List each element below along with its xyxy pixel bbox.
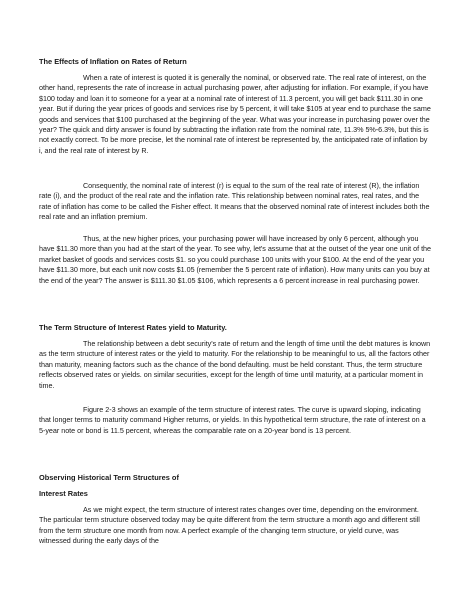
paragraph	[39, 405, 431, 436]
paragraph	[39, 181, 431, 223]
paragraph-text: The relationship between a debt security's rate of return and the length of time until the debt matures is known as the term structure of interest rates or the yield to maturity. For the relationship to be meaningful to us, all the factors other than maturity, meaning factors such as the chance of the bond defaulting. must be held constant. Thus, the term structure reflects observed rates or yields. on similar securities, except for the length of time until maturity, at a particular moment in time.	[39, 339, 431, 390]
section-inflation	[39, 57, 431, 67]
section-heading: The Effects of Inflation on Rates of Return	[39, 57, 187, 66]
paragraph	[39, 234, 431, 286]
section-heading: The Term Structure of Interest Rates yield to Maturity.	[39, 323, 227, 332]
paragraph	[39, 505, 431, 547]
section-term-structure	[39, 323, 431, 333]
paragraph	[39, 73, 431, 156]
paragraph-text: When a rate of interest is quoted it is generally the nominal, or observed rate. The real rate of interest, on the other hand, represents the rate of increase in actual purchasing power, after adjusting for inflation. For example, if you have $100 today and loan it to someone for a year at a nominal rate of interest of 11.3 percent, you will get back $111.30 in one year. But if during the year prices of goods and services rise by 5 percent, it will take $105 at year end to purchase the same goods and services that $100 purchased at the beginning of the year. What was your increase in purchasing power over the year? The quick and dirty answer is found by subtracting the inflation rate from the nominal rate, 11.3% 5%-6.3%, but this is not exactly correct. To be more precise, let the nominal rate of interest be represented by, the anticipated rate of inflation by i, and the real rate of interest by R.	[39, 73, 431, 155]
paragraph-text: Consequently, the nominal rate of interest (r) is equal to the sum of the real rate of interest (R), the inflation rate (i), and the product of the real rate and the inflation rate. This relationship between nominal rates, real rates, and the rate of inflation has come to be called the Fisher effect. It means that the observed nominal rate of interest includes both the real rate and an inflation premium.	[39, 181, 430, 222]
section-historical	[39, 473, 431, 483]
section-heading: Observing Historical Term Structures of	[39, 473, 179, 482]
paragraph	[39, 339, 431, 391]
section-subheading-wrap	[39, 489, 431, 499]
paragraph-text: Figure 2-3 shows an example of the term structure of interest rates. The curve is upward sloping, indicating that longer terms to maturity command Higher returns, or yields. In this hypothetical term structure, the rate of interest on a 5-year note or bond is 11.5 percent, whereas the comparable rate on a 20-year bond is 13 percent.	[39, 405, 426, 435]
paragraph-text: Thus, at the new higher prices, your purchasing power will have increased by only 6 percent, although you have $11.30 more than you had at the start of the year. To see why, let's assume that at the outset of the year one unit of the market basket of goods and services costs $1. so you could purchase 100 units with your $100. At the end of the year you have $11.30 more, but each unit now costs $1.05 (remember the 5 percent rate of inflation). How many units can you buy at the end of the year? The answer is $111.30 $1.05 $106, which represents a 6 percent increase in real purchasing power.	[39, 234, 431, 285]
section-subheading: Interest Rates	[39, 489, 88, 498]
paragraph-text: As we might expect, the term structure of interest rates changes over time, depending on the environment. The particular term structure observed today may be quite different from the term structure a month ago and different still from the term structure one month from now. A perfect example of the changing term structure, or yield curve, was witnessed during the early days of the	[39, 505, 420, 546]
